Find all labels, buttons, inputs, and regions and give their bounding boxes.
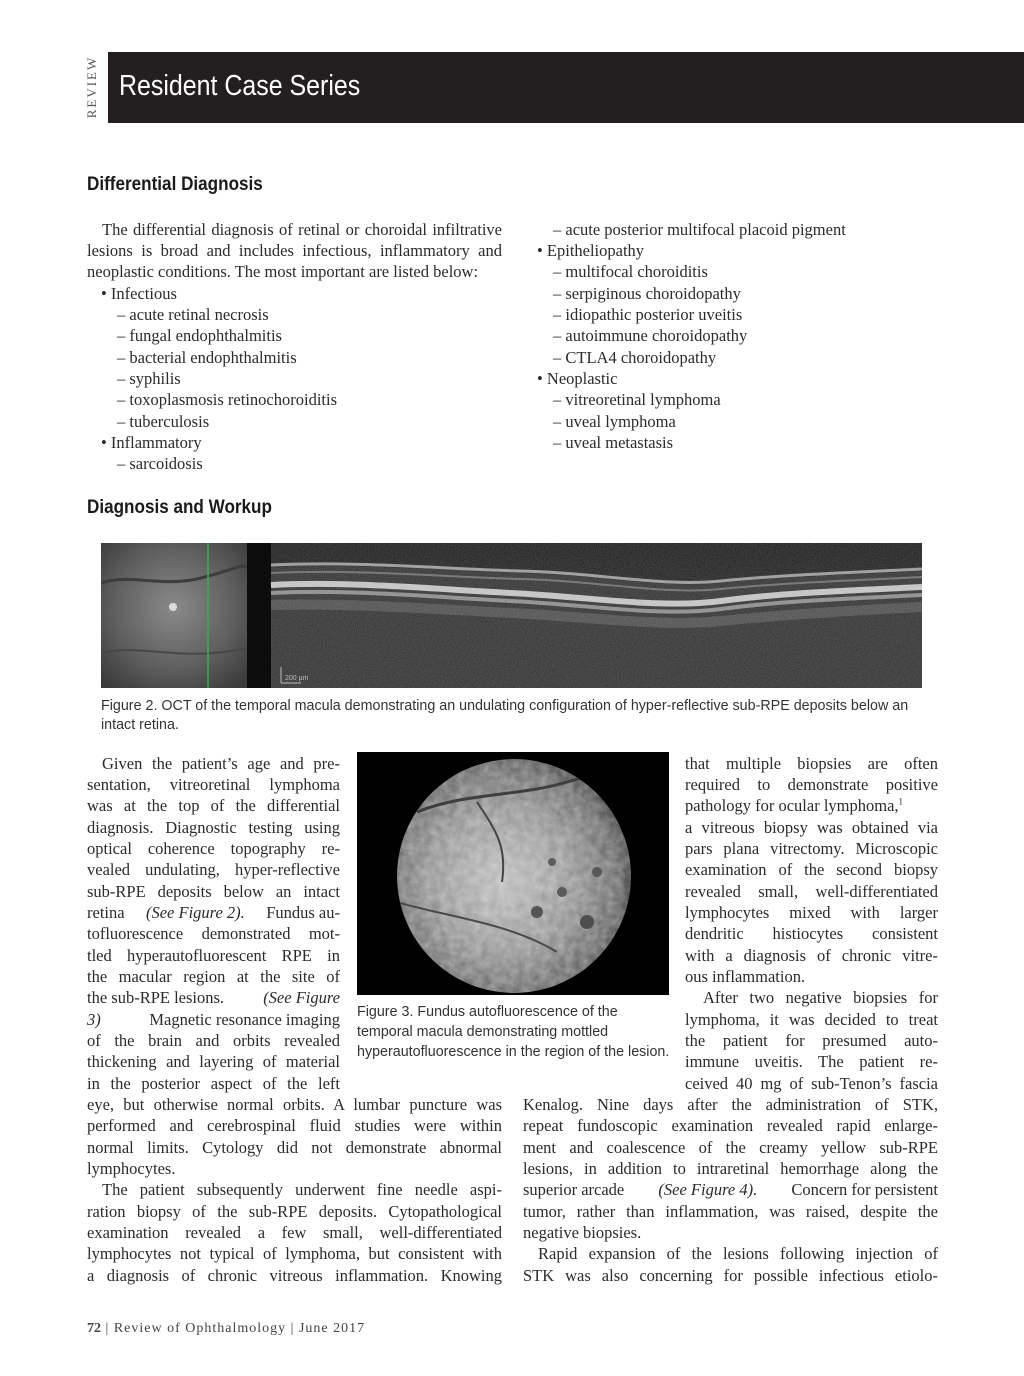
- citation-reference: 1: [898, 796, 904, 807]
- body-line: thickening and layering of material: [87, 1052, 340, 1071]
- body-line: ment and coalescence of the creamy yellow sub-RPE: [523, 1138, 938, 1157]
- body-text: pathology for ocular lymphoma,: [685, 796, 899, 815]
- body-line: required to demonstrate positive: [685, 775, 938, 794]
- figure-3-fundus-image: [357, 752, 669, 995]
- footer-separator: |: [105, 1321, 110, 1336]
- body-line: The patient subsequently underwent fine needle aspi-: [102, 1180, 502, 1199]
- diff-category: • Inflammatory: [101, 433, 202, 452]
- body-line: Rapid expansion of the lesions following injection of: [538, 1244, 938, 1263]
- diff-list-item: – autoimmune choroidopathy: [553, 326, 748, 345]
- body-line: pars plana vitrectomy. Microscopic: [685, 839, 938, 858]
- body-line: lymphoma, it was decided to treat: [685, 1010, 938, 1029]
- body-line: optical coherence topography re-: [87, 839, 340, 858]
- body-line: Given the patient’s age and pre-: [102, 754, 340, 773]
- body-line: Kenalog. Nine days after the administration of STK,: [523, 1095, 938, 1114]
- body-line: dendritic histiocytes consistent: [685, 924, 938, 943]
- body-line: [523, 1179, 938, 1200]
- body-line: the macular region at the site of: [87, 967, 340, 986]
- scale-bar-label: 200 µm: [285, 675, 309, 682]
- body-line: ration biopsy of the sub-RPE deposits. Cytopathological: [87, 1202, 502, 1221]
- section-tab-label: REVIEW: [84, 55, 99, 119]
- body-line: with a diagnosis of chronic vitre-: [685, 946, 938, 965]
- diff-list-item: – toxoplasmosis retinochoroiditis: [117, 390, 337, 409]
- figure-2-oct-image: [101, 543, 922, 688]
- body-line: vealed undulating, hyper-reflective: [87, 860, 340, 879]
- differential-heading: Differential Diagnosis: [87, 174, 263, 195]
- footer-separator: |: [290, 1321, 295, 1336]
- workup-heading: Diagnosis and Workup: [87, 497, 272, 518]
- body-line: lesions, in addition to intraretinal hemorrhage along the: [523, 1159, 938, 1178]
- figure-2-caption: Figure 2. OCT of the temporal macula demonstrating an undulating configuration of hyper-reflective sub-RPE deposits below an intact retina.: [101, 698, 909, 733]
- body-line: was at the top of the differential: [87, 796, 340, 815]
- body-line: repeat fundoscopic examination revealed rapid enlarge-: [523, 1116, 938, 1135]
- body-text: retina: [87, 903, 125, 922]
- body-text: the sub-RPE lesions.: [87, 988, 225, 1007]
- diff-list-item: – multifocal choroiditis: [553, 262, 708, 281]
- body-line: STK was also concerning for possible infectious etiolo-: [523, 1266, 938, 1285]
- body-line: revealed small, well-differentiated: [685, 882, 938, 901]
- body-line: sentation, vitreoretinal lymphoma: [87, 775, 340, 794]
- body-line: a diagnosis of chronic vitreous inflammation. Knowing: [87, 1266, 502, 1285]
- body-line: lymphocytes.: [87, 1159, 176, 1178]
- body-line: [87, 987, 340, 1008]
- diff-list-item: – bacterial endophthalmitis: [117, 348, 297, 367]
- diff-list-item: – uveal lymphoma: [553, 412, 676, 431]
- body-line: diagnosis. Diagnostic testing using: [87, 818, 340, 837]
- diff-list-item: – CTLA4 choroidopathy: [553, 348, 717, 367]
- diff-list-item: – idiopathic posterior uveitis: [553, 305, 743, 324]
- body-line: performed and cerebrospinal fluid studies were within: [87, 1116, 502, 1135]
- body-text: superior arcade: [523, 1180, 625, 1199]
- header-title: Resident Case Series: [119, 70, 361, 102]
- body-line: ous inflammation.: [685, 967, 806, 986]
- journal-name: Review of Ophthalmology: [113, 1321, 287, 1336]
- diff-list-item: – vitreoretinal lymphoma: [553, 390, 721, 409]
- body-line: tled hyperautofluorescent RPE in: [87, 946, 340, 965]
- section-tab: [80, 48, 104, 126]
- diff-list-item: – syphilis: [117, 369, 181, 388]
- body-line: [685, 795, 938, 816]
- body-line: eye, but otherwise normal orbits. A lumbar puncture was: [87, 1095, 502, 1114]
- body-text: Concern for persistent: [791, 1180, 938, 1199]
- body-line: tumor, rather than inflammation, was raised, despite the: [523, 1202, 938, 1221]
- diff-list-item: – sarcoidosis: [117, 454, 203, 473]
- body-line: in the posterior aspect of the left: [87, 1074, 340, 1093]
- body-line: [87, 902, 340, 923]
- body-line: tofluorescence demonstrated mot-: [87, 924, 340, 943]
- body-line: that multiple biopsies are often: [685, 754, 938, 773]
- body-line: lymphocytes mixed with larger: [685, 903, 938, 922]
- body-line: examination of the second biopsy: [685, 860, 938, 879]
- body-line: ceived 40 mg of sub-Tenon’s fascia: [685, 1074, 938, 1093]
- diff-list-item: – uveal metastasis: [553, 433, 674, 452]
- body-line: negative biopsies.: [523, 1223, 642, 1242]
- body-text: Magnetic resonance imaging: [149, 1010, 340, 1029]
- diff-intro-line: lesions is broad and includes infectious, inflammatory and: [87, 241, 502, 260]
- figure-3-caption: Figure 3. Fundus autofluorescence of the temporal macula demonstrating mottled hyperautofluorescence in the region of the lesion.: [357, 1004, 670, 1060]
- issue-date: June 2017: [298, 1321, 366, 1336]
- body-line: immune uveitis. The patient re-: [685, 1052, 938, 1071]
- body-line: After two negative biopsies for: [703, 988, 938, 1007]
- diff-list-item: – acute posterior multifocal placoid pigment: [553, 220, 846, 239]
- header-bar: [108, 52, 1024, 123]
- diff-list-item: – fungal endophthalmitis: [117, 326, 282, 345]
- body-line: [87, 1009, 340, 1030]
- page-number: 72: [87, 1321, 101, 1336]
- diff-category: • Epitheliopathy: [537, 241, 645, 260]
- body-text: Fundus au-: [266, 903, 340, 922]
- figure-reference: (See Figure 2).: [145, 903, 245, 922]
- figure-reference: (See Figure 4).: [658, 1180, 758, 1199]
- body-line: examination revealed a few small, well-differentiated: [87, 1223, 502, 1242]
- diff-intro-line: neoplastic conditions. The most important are listed below:: [87, 262, 479, 281]
- diff-intro-line: The differential diagnosis of retinal or choroidal infiltrative: [102, 220, 502, 239]
- diff-list-item: – acute retinal necrosis: [117, 305, 269, 324]
- page-footer: [87, 1321, 365, 1337]
- body-line: a vitreous biopsy was obtained via: [685, 818, 938, 837]
- figure-reference: (See Figure: [263, 988, 340, 1007]
- figure-reference: 3): [87, 1010, 101, 1029]
- body-line: lymphocytes not typical of lymphoma, but consistent with: [87, 1244, 502, 1263]
- diff-list-item: – tuberculosis: [117, 412, 210, 431]
- diff-list-item: – serpiginous choroidopathy: [553, 284, 741, 303]
- diff-category: • Neoplastic: [537, 369, 618, 388]
- body-line: normal limits. Cytology did not demonstrate abnormal: [87, 1138, 502, 1157]
- body-line: of the brain and orbits revealed: [87, 1031, 340, 1050]
- body-line: the patient for presumed auto-: [685, 1031, 938, 1050]
- diff-category: • Infectious: [101, 284, 177, 303]
- body-line: sub-RPE deposits below an intact: [87, 882, 340, 901]
